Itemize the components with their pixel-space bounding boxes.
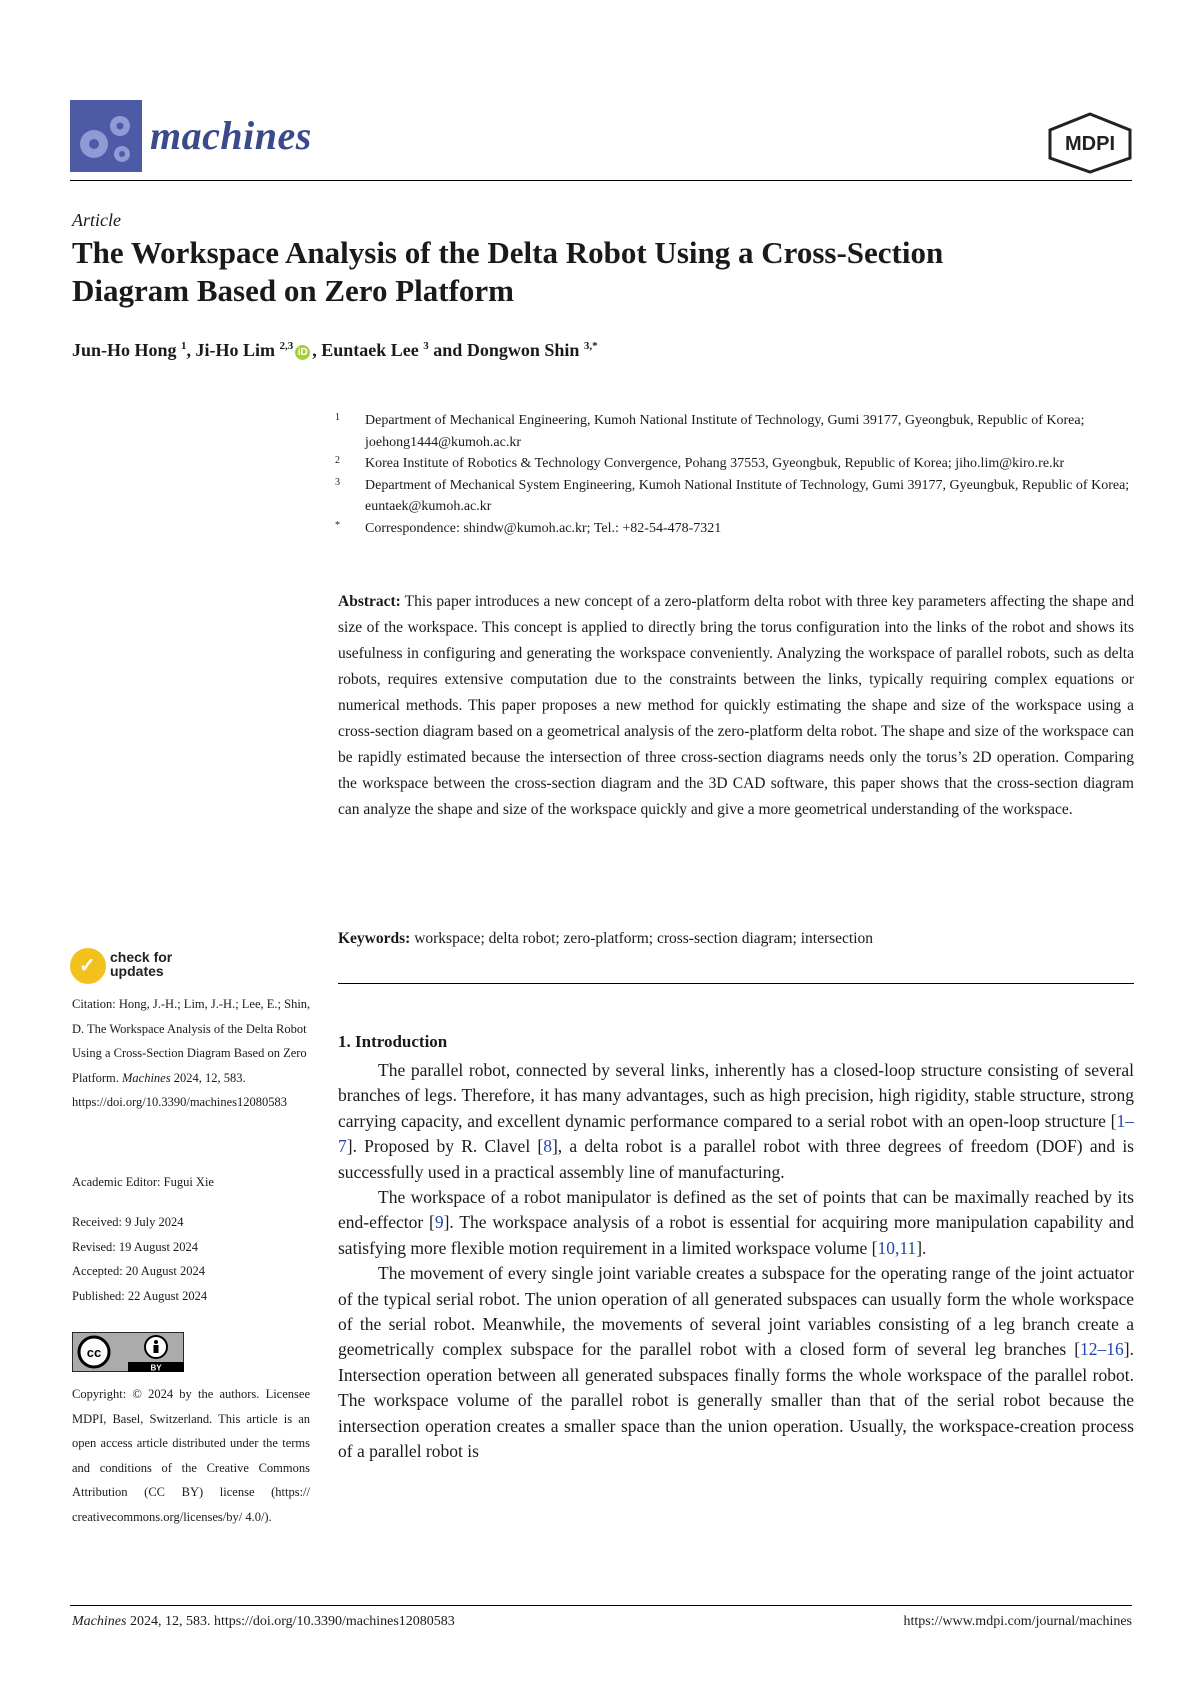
affiliation-item	[335, 518, 1135, 540]
body-paragraph	[338, 1185, 1134, 1261]
affiliation-number: 1	[335, 412, 340, 423]
affiliation-item	[335, 453, 1135, 475]
citation-doi[interactable]: 2024, 12, 583. https://doi.org/10.3390/machines12080583	[72, 1070, 288, 1109]
section-heading: 1. Introduction	[338, 1032, 448, 1051]
reference-link[interactable]: 9	[434, 1212, 444, 1233]
article-type: Article	[72, 210, 121, 230]
citation-label: Citation:	[72, 997, 116, 1011]
paragraph-text: ], a delta robot is a parallel robot with three degrees of freedom (DOF) and is successfully used in a practical assembly line of manufacturing.	[338, 1136, 1134, 1182]
affiliation-item	[335, 410, 1135, 453]
affiliation-text: Korea Institute of Robotics & Technology Convergence, Pohang 37553, Gyeongbuk, Republic of Korea; jiho.lim@kiro.re.kr	[365, 456, 1065, 471]
by-icon-text: BY	[150, 1363, 162, 1372]
publication-dates	[72, 1210, 312, 1308]
keywords	[338, 930, 1134, 948]
footer-journal-url[interactable]: https://www.mdpi.com/journal/machines	[903, 1614, 1132, 1629]
copyright-notice: Copyright: © 2024 by the authors. Licensee MDPI, Basel, Switzerland. This article is an open access article distributed under the terms and conditions of the Creative Commons Attribution (CC BY) license (https:// creativecommons.org/licenses/by/ 4.0/).	[72, 1387, 310, 1524]
author-list	[72, 340, 598, 361]
author-name[interactable]: Dongwon Shin	[466, 340, 580, 360]
cc-by-license-icon[interactable]	[72, 1332, 184, 1372]
reference-link[interactable]: 12–16	[1080, 1339, 1124, 1360]
affiliation-item	[335, 475, 1135, 518]
affiliations	[335, 410, 1135, 539]
author-affiliation-marker: 3,*	[583, 340, 598, 352]
footer-rule	[70, 1605, 1132, 1606]
mdpi-logo[interactable]	[1046, 112, 1134, 174]
keywords-label: Keywords:	[338, 930, 411, 947]
citation-text: Hong, J.-H.; Lim, J.-H.; Lee, E.; Shin, D. The Workspace Analysis of the Delta Robot Using a Cross-Section Diagram Based on Zero Platform.	[72, 997, 311, 1085]
paragraph-text: ]. The workspace analysis of a robot is essential for acquiring more manipulation capability and satisfying more flexible motion requirement in a limited workspace volume [	[338, 1212, 1134, 1258]
body-text	[338, 1058, 1134, 1465]
check-for-updates-line1: check for	[110, 949, 173, 965]
citation-journal: Machines	[122, 1070, 171, 1085]
body-paragraph	[338, 1261, 1134, 1464]
author-name[interactable]: Jun-Ho Hong	[72, 340, 177, 360]
paragraph-text: ].	[916, 1237, 927, 1258]
date-accepted: Accepted: 20 August 2024	[72, 1264, 205, 1278]
date-received: Received: 9 July 2024	[72, 1215, 184, 1229]
abstract	[338, 589, 1134, 823]
cc-icon-text: cc	[86, 1345, 102, 1360]
journal-logo-gears	[70, 100, 142, 172]
affiliation-text: Department of Mechanical Engineering, Kumoh National Institute of Technology, Gumi 39177, Gyeongbuk, Republic of Korea; joehong1444@kumoh.ac.kr	[365, 413, 1085, 450]
author-affiliation-marker: 1	[181, 340, 187, 352]
abstract-text: This paper introduces a new concept of a zero-platform delta robot with three key parameters affecting the shape and size of the workspace. This concept is applied to directly bring the torus configuration into the links of the robot and shows its usefulness in configuring and generating the workspace conveniently. Analyzing the workspace of parallel robots, such as delta robots, requires extensive computation due to the constraints between the links, typically requiring complex equations or numerical methods. This paper proposes a new method for quickly estimating the shape and size of the workspace using a cross-section diagram based on a geometrical analysis of the zero-platform delta robot. The shape and size of the workspace can be rapidly estimated because the intersection of three cross-section diagrams needs only the torus’s 2D operation. Comparing the workspace between the cross-section diagram and the 3D CAD software, this paper shows that the cross-section diagram can analyze the shape and size of the workspace quickly and give a more geometrical understanding of the workspace.	[338, 593, 1134, 818]
reference-link[interactable]: 10,11	[877, 1237, 917, 1258]
affiliation-number: 3	[335, 476, 340, 488]
paragraph-text: The movement of every single joint variable creates a subspace for the operating range of the joint actuator of the typical serial robot. The union operation of all generated subspaces can usually form the whole workspace of the serial robot. Meanwhile, the movements of several joint variables consisting of a leg branch create a geometrically complex subspace for the parallel robot with a closed form of several leg branches [	[338, 1263, 1134, 1360]
abstract-label: Abstract:	[338, 593, 401, 610]
citation	[72, 992, 312, 1115]
footer-doi[interactable]: 2024, 12, 583. https://doi.org/10.3390/machines12080583	[129, 1614, 455, 1629]
author-name[interactable]: Ji-Ho Lim	[195, 340, 276, 360]
affiliation-number: 2	[335, 455, 340, 466]
academic-editor: Academic Editor: Fugui Xie	[72, 1175, 214, 1189]
check-for-updates-text[interactable]	[110, 950, 172, 978]
affiliation-text: Department of Mechanical System Engineering, Kumoh National Institute of Technology, Gumi 39177, Gyeungbuk, Republic of Korea; euntaek@kumoh.ac.kr	[365, 477, 1130, 514]
date-revised: Revised: 19 August 2024	[72, 1239, 199, 1254]
author-name[interactable]: Euntaek Lee	[321, 340, 419, 360]
reference-link[interactable]: 8	[543, 1136, 552, 1157]
paragraph-text: The parallel robot, connected by several links, inherently has a closed-loop structure consisting of several branches of legs. Therefore, it has many advantages, such as high precision, high rigidity, stable structure, strong carrying capacity, and excellent dynamic performance compared to a serial robot with an open-loop structure [	[338, 1060, 1134, 1131]
author-separator: ,	[312, 340, 322, 360]
paragraph-text: ]. Intersection operation between all generated subspaces finally forms the whole workspace of the parallel robot. The workspace volume of the parallel robot is generally smaller than that of the serial robot because the intersection operation creates a smaller space than the union operation. Usually, the workspace-creation process of a parallel robot is	[338, 1339, 1134, 1462]
header-rule	[70, 180, 1132, 181]
footer-journal: Machines	[72, 1614, 127, 1629]
body-paragraph	[338, 1058, 1134, 1185]
person-icon	[154, 1340, 158, 1344]
mdpi-logo-text: MDPI	[1065, 133, 1115, 155]
author-separator: ,	[186, 340, 196, 360]
author-affiliation-marker: 2,3	[279, 340, 294, 352]
paper-title: The Workspace Analysis of the Delta Robot Using a Cross-Section Diagram Based on Zero Platform	[72, 235, 944, 308]
section-rule	[338, 983, 1134, 984]
author-separator: and	[428, 340, 467, 360]
paragraph-text: ]. Proposed by R. Clavel [	[346, 1136, 544, 1157]
date-published: Published: 22 August 2024	[72, 1288, 208, 1303]
footer-citation	[72, 1614, 455, 1630]
author-affiliation-marker: 3	[423, 340, 429, 352]
journal-name: machines	[150, 113, 312, 158]
keywords-text: workspace; delta robot; zero-platform; cross-section diagram; intersection	[414, 930, 874, 947]
affiliation-number: *	[335, 519, 340, 531]
paragraph-text: The workspace of a robot manipulator is defined as the set of points that can be maximally reached by its end-effector [	[338, 1187, 1134, 1233]
check-for-updates-line2: updates	[110, 963, 164, 979]
reference-link[interactable]: 1–7	[338, 1110, 1134, 1157]
orcid-icon[interactable]: iD	[295, 345, 310, 360]
checkmark-icon: ✓	[79, 955, 96, 977]
affiliation-text: Correspondence: shindw@kumoh.ac.kr; Tel.: +82-54-478-7321	[365, 520, 722, 536]
